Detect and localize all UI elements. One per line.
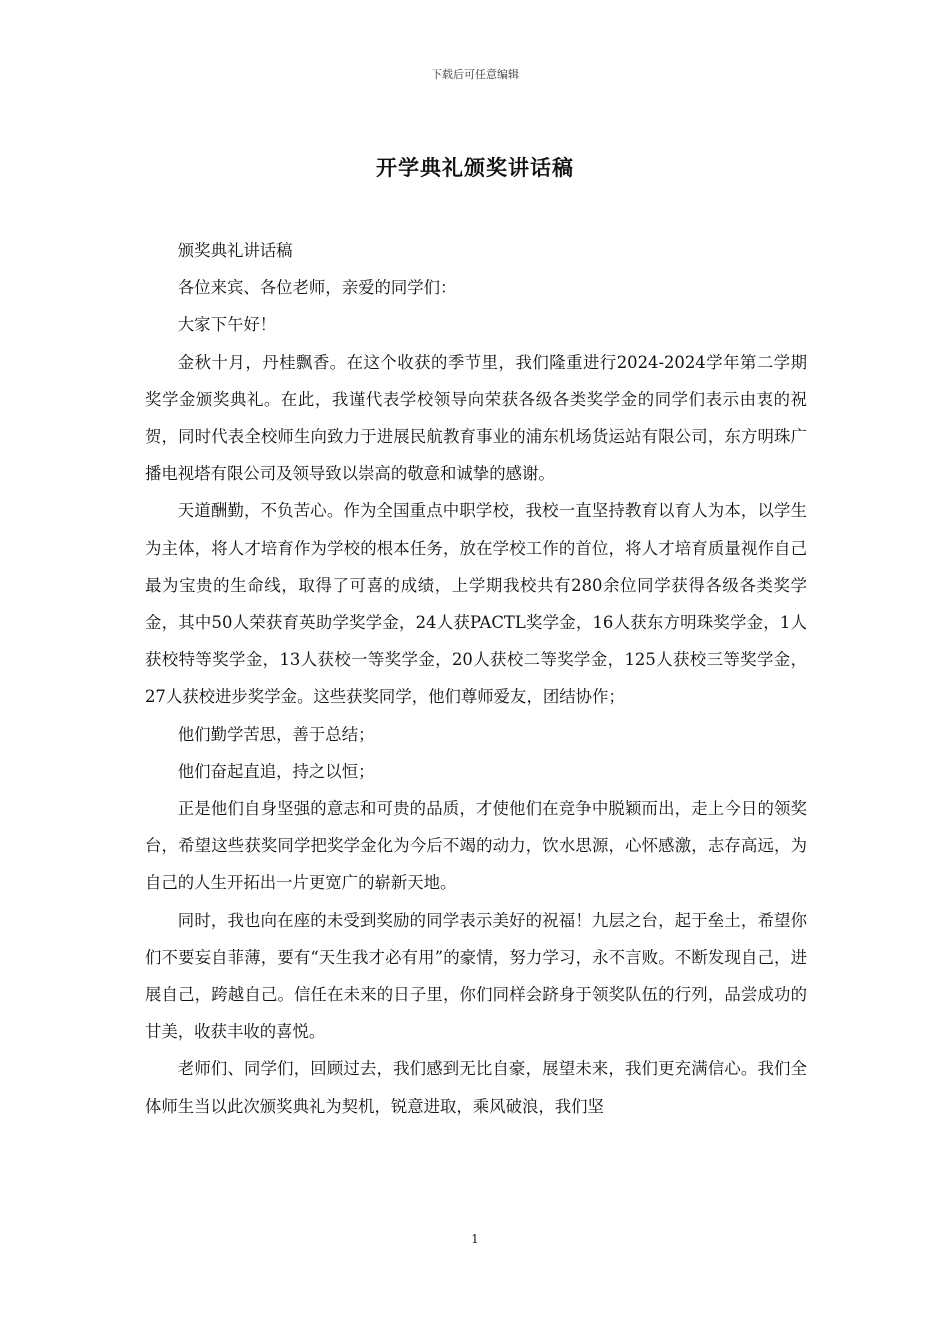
paragraph-blessing: 同时，我也向在座的未受到奖励的同学表示美好的祝福！九层之台，起于垒土，希望你们不要妄自菲薄，要有“天生我才必有用”的豪情，努力学习，永不言败。不断发现自己，进展自己，跨越自己。信任在未来的日子里，你们同样会跻身于领奖队伍的行列，品尝成功的甘美，收获丰收的喜悦。	[145, 910, 807, 1042]
header-note: 下载后可任意编辑	[431, 68, 519, 81]
paragraph-heading: 颁奖典礼讲话稿	[177, 241, 293, 260]
paragraph-achievements: 天道酬勤，不负苦心。作为全国重点中职学校，我校一直坚持教育以育人为本，以学生为主体，将人才培育作为学校的根本任务，放在学校工作的首位，将人才培育质量视作自己最为宝贵的生命线，取得了可喜的成绩，上学期我校共有280余位同学获得各级各类奖学金，其中50人荣获育英助学奖学金，24人获PACTL奖学金，16人获东方明珠奖学金，1人获校特等奖学金，13人获校一等奖学金，20人获校二等奖学金，125人获校三等奖学金，27人获校进步奖学金。这些获奖同学，他们尊师爱友，团结协作；	[145, 501, 807, 707]
document-body	[145, 232, 807, 1125]
paragraph-closing: 老师们、同学们，回顾过去，我们感到无比自豪，展望未来，我们更充满信心。我们全体师生当以此次颁奖典礼为契机，锐意进取，乘风破浪，我们坚	[145, 1059, 807, 1116]
paragraph-perseverance: 他们奋起直追，持之以恒；	[177, 761, 375, 781]
paragraph-encouragement: 正是他们自身坚强的意志和可贵的品质，才使他们在竞争中脱颖而出，走上今日的领奖台，希望这些获奖同学把奖学金化为今后不竭的动力，饮水思源，心怀感激，志存高远，为自己的人生开拓出一片更宽广的崭新天地。	[145, 799, 807, 893]
page-number: 1	[471, 1232, 479, 1246]
paragraph-opening: 金秋十月，丹桂飘香。在这个收获的季节里，我们隆重进行2024-2024学年第二学期奖学金颁奖典礼。在此，我谨代表学校领导向荣获各级各类奖学金的同学们表示由衷的祝贺，同时代表全校师生向致力于进展民航教育事业的浦东机场货运站有限公司，东方明珠广播电视塔有限公司及领导致以崇高的敬意和诚挚的感谢。	[145, 352, 807, 484]
paragraph-greeting: 大家下午好！	[177, 315, 277, 335]
document-title: 开学典礼颁奖讲话稿	[376, 156, 574, 180]
paragraph-diligence: 他们勤学苦思，善于总结；	[177, 724, 375, 744]
paragraph-salutation: 各位来宾、各位老师，亲爱的同学们：	[177, 278, 457, 298]
